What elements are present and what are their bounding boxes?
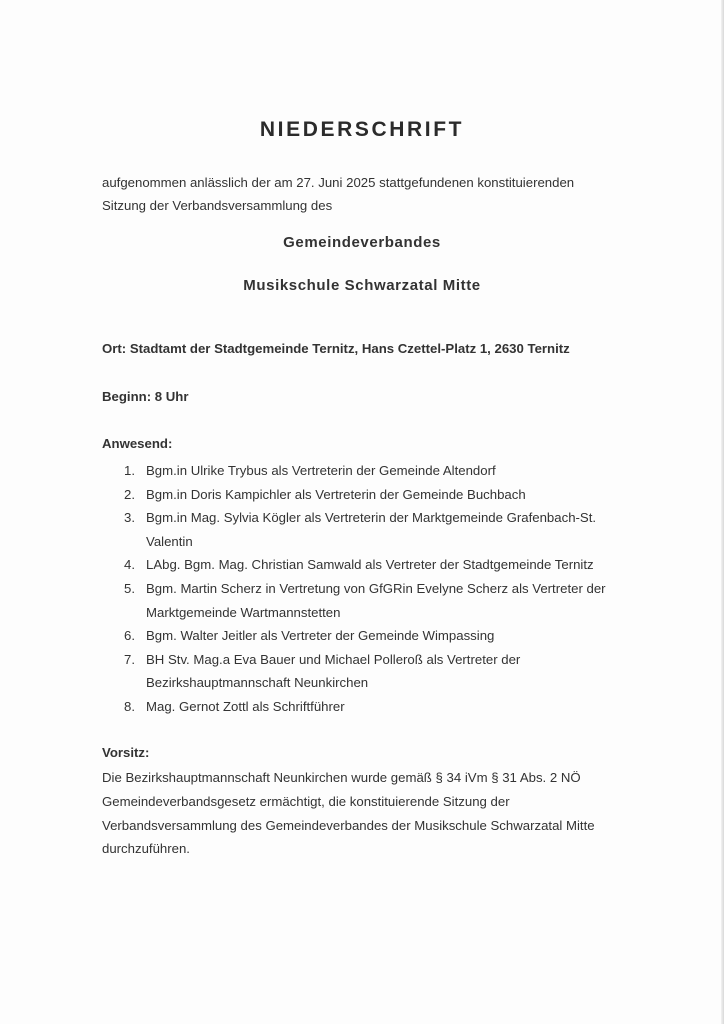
attendee-item [124, 459, 634, 483]
attendee-text: BH Stv. Mag.a Eva Bauer und Michael Polleroß als Vertreter der [146, 651, 521, 667]
organization-line-2: Musikschule Schwarzatal Mitte [243, 277, 481, 294]
attendee-text: Bgm.in Ulrike Trybus als Vertreterin der Gemeinde Altendorf [146, 463, 496, 478]
chair-heading: Vorsitz: [102, 745, 150, 760]
attendee-item [124, 648, 634, 695]
attendee-item [124, 506, 634, 553]
chair-line-3: Verbandsversammlung des Gemeindeverbandes der Musikschule Schwarzatal Mitte [102, 817, 595, 833]
meeting-start: Beginn: 8 Uhr [102, 389, 189, 404]
attendee-number: 6. [124, 628, 135, 644]
attendee-number: 4. [124, 557, 135, 573]
attendee-text: Bgm.in Mag. Sylvia Kögler als Vertreterin der Marktgemeinde Grafenbach-St. [146, 510, 597, 526]
organization-line-1: Gemeindeverbandes [283, 234, 441, 251]
chair-line-4: durchzuführen. [102, 841, 190, 857]
intro-line-2: Sitzung der Verbandsversammlung des [102, 197, 333, 213]
intro-line-1: aufgenommen anlässlich der am 27. Juni 2025 stattgefundenen konstituierenden [102, 175, 575, 190]
chair-line-1: Die Bezirkshauptmannschaft Neunkirchen wurde gemäß § 34 iVm § 31 Abs. 2 NÖ [102, 770, 581, 785]
attendee-text-continued: Valentin [146, 533, 193, 549]
intro-paragraph [102, 172, 662, 217]
attendee-text: LAbg. Bgm. Mag. Christian Samwald als Vertreter der Stadtgemeinde Ternitz [146, 557, 594, 573]
attendee-number: 5. [124, 580, 135, 596]
attendee-text: Bgm. Martin Scherz in Vertretung von GfGRin Evelyne Scherz als Vertreter der [146, 580, 606, 596]
attendee-item [124, 483, 634, 507]
attendee-number: 8. [124, 698, 135, 714]
chair-paragraph [102, 766, 642, 861]
attendees-list [124, 459, 634, 719]
meeting-location: Ort: Stadtamt der Stadtgemeinde Ternitz, Hans Czettel-Platz 1, 2630 Ternitz [102, 341, 570, 356]
attendee-text-continued: Bezirkshauptmannschaft Neunkirchen [146, 675, 369, 691]
attendees-heading: Anwesend: [102, 436, 173, 451]
attendee-number: 7. [124, 651, 135, 667]
document-title: NIEDERSCHRIFT [259, 118, 465, 141]
attendee-item [124, 577, 634, 624]
attendee-item [124, 553, 634, 577]
attendee-number: 3. [124, 510, 135, 526]
attendee-number: 2. [124, 486, 135, 502]
attendee-text-continued: Marktgemeinde Wartmannstetten [146, 604, 341, 620]
attendee-text: Bgm.in Doris Kampichler als Vertreterin der Gemeinde Buchbach [146, 486, 526, 502]
attendee-text: Bgm. Walter Jeitler als Vertreter der Gemeinde Wimpassing [146, 628, 495, 644]
attendee-item [124, 695, 634, 719]
chair-line-2: Gemeindeverbandsgesetz ermächtigt, die konstituierende Sitzung der [102, 793, 510, 809]
attendee-item [124, 624, 634, 648]
attendee-text: Mag. Gernot Zottl als Schriftführer [146, 698, 345, 714]
attendee-number: 1. [124, 463, 135, 478]
